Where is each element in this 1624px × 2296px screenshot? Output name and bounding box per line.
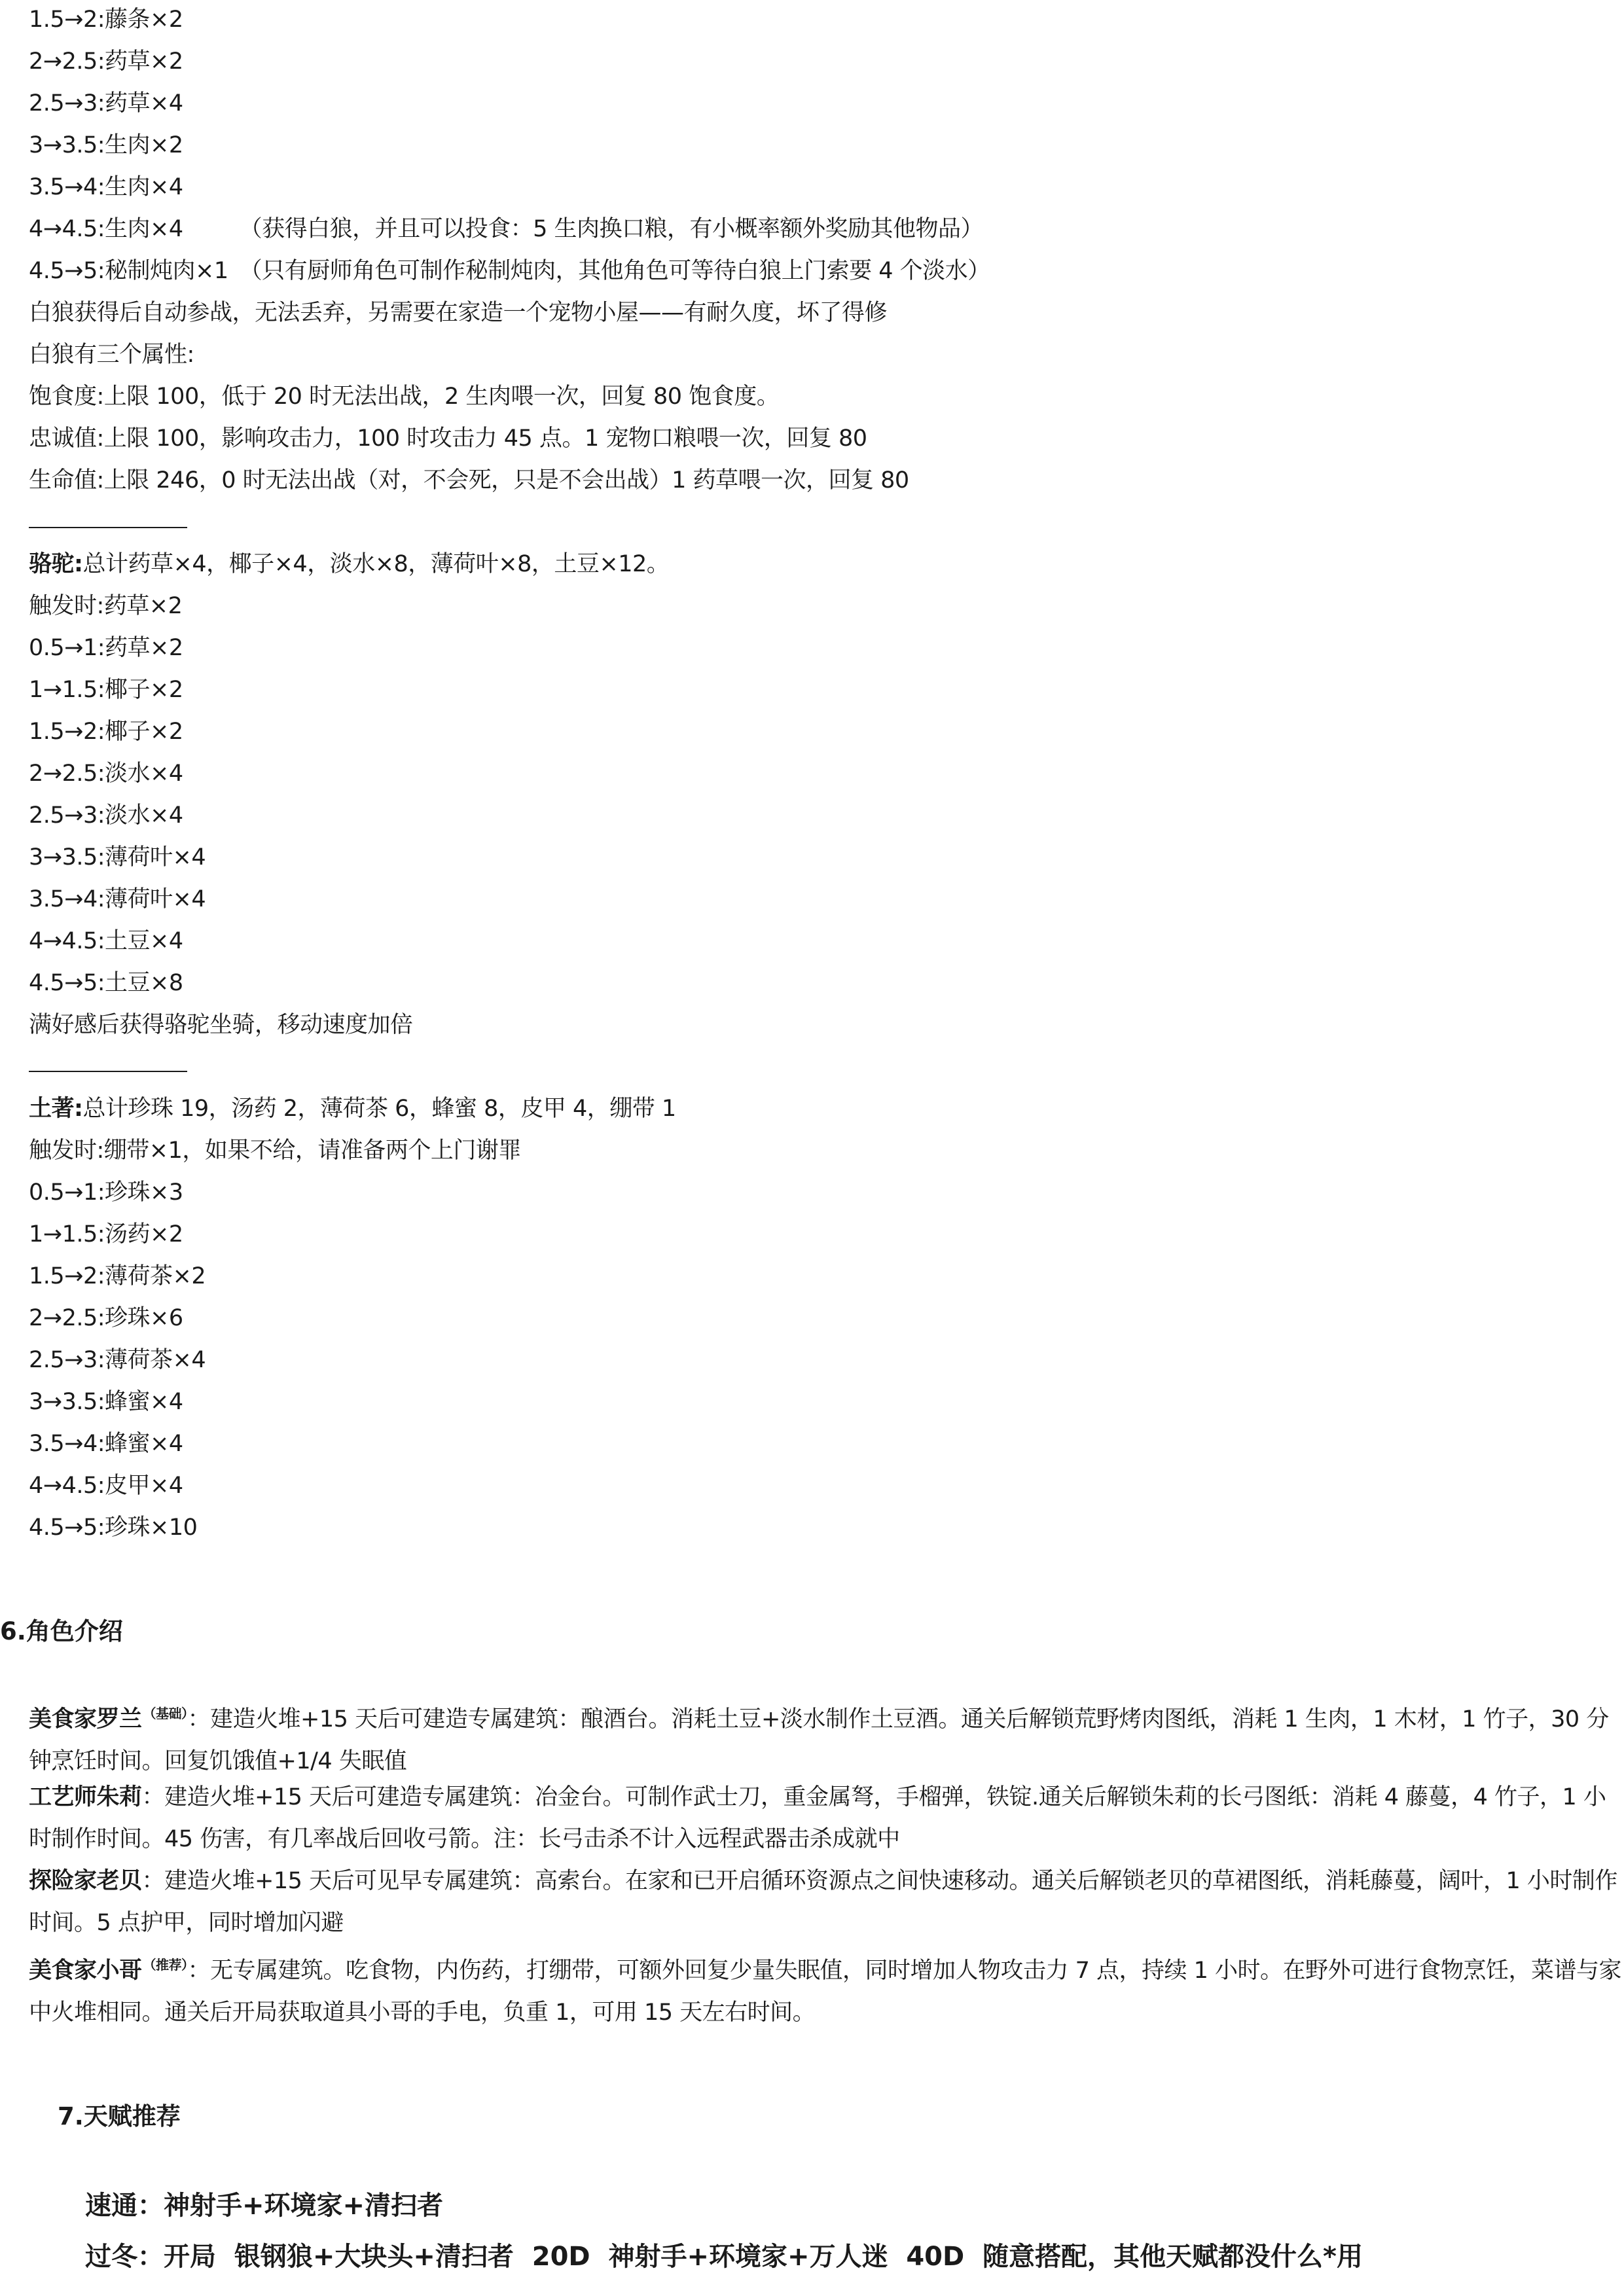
- wolf-line: 4→4.5:生肉×4 （获得白狼，并且可以投食：5 生肉换口粮，有小概率额外奖励其他物品）: [29, 216, 984, 242]
- camel-name: 骆驼:: [29, 551, 83, 577]
- native-line: 2.5→3:薄荷茶×4: [29, 1347, 206, 1373]
- camel-line: 4.5→5:土豆×8: [29, 970, 183, 996]
- talent-winter: 过冬：开局 银钢狼+大块头+清扫者 20D 神射手+环境家+万人迷 40D 随意搭配，其他天赋都没什么*用: [85, 2242, 1363, 2272]
- camel-line: 4→4.5:土豆×4: [29, 928, 183, 954]
- wolf-line: 4.5→5:秘制炖肉×1 （只有厨师角色可制作秘制炖肉，其他角色可等待白狼上门索要 4 个淡水）: [29, 258, 990, 284]
- character-roland: [29, 1693, 1624, 1782]
- wolf-line: 忠诚值:上限 100，影响攻击力，100 时攻击力 45 点。1 宠物口粮喂一次，回复 80: [29, 425, 867, 452]
- character-name: 工艺师朱莉: [29, 1784, 142, 1810]
- talent-speedrun: 速通：神射手+环境家+清扫者: [85, 2191, 444, 2221]
- section-6-heading: 6.角色介绍: [0, 1617, 123, 1645]
- camel-summary: 总计药草×4，椰子×4，淡水×8，薄荷叶×8，土豆×12。: [82, 551, 670, 577]
- wolf-line: 2.5→3:药草×4: [29, 90, 183, 117]
- character-tag: （基础）: [143, 1706, 188, 1721]
- character-julie: [29, 1776, 1624, 1860]
- camel-line: 1→1.5:椰子×2: [29, 677, 183, 703]
- character-desc: ：无专属建筑。吃食物，内伤药，打绷带，可额外回复少量失眠值，同时增加人物攻击力 7 点，持续 1 小时。在野外可进行食物烹饪，菜谱与家中火堆相同。通关后开局获取道具小哥的手电，负重 1，可用 15 天左右时间。: [29, 1958, 1622, 2026]
- character-bei: [29, 1860, 1624, 1944]
- camel-line: 3→3.5:薄荷叶×4: [29, 844, 206, 870]
- character-tag: （推荐）: [143, 1957, 188, 1973]
- camel-summary-line: [29, 550, 669, 579]
- native-line: 3→3.5:蜂蜜×4: [29, 1389, 183, 1415]
- wolf-line: 饱食度:上限 100，低于 20 时无法出战，2 生肉喂一次，回复 80 饱食度。: [29, 384, 780, 410]
- camel-line: 1.5→2:椰子×2: [29, 719, 183, 745]
- character-name: 美食家罗兰: [29, 1706, 142, 1732]
- native-line: 1.5→2:薄荷茶×2: [29, 1263, 206, 1289]
- native-line: 0.5→1:珍珠×3: [29, 1179, 183, 1206]
- section-divider: [29, 527, 187, 528]
- native-line: 4→4.5:皮甲×4: [29, 1473, 183, 1499]
- wolf-line: 白狼获得后自动参战，无法丢弃，另需要在家造一个宠物小屋——有耐久度，坏了得修: [29, 300, 888, 326]
- native-summary-line: [29, 1094, 676, 1123]
- native-line: 2→2.5:珍珠×6: [29, 1305, 183, 1331]
- native-summary: 总计珍珠 19，汤药 2，薄荷茶 6，蜂蜜 8，皮甲 4，绷带 1: [82, 1096, 676, 1122]
- native-line: 触发时:绷带×1，如果不给，请准备两个上门谢罪: [29, 1138, 521, 1164]
- camel-line: 3.5→4:薄荷叶×4: [29, 886, 206, 912]
- native-line: 4.5→5:珍珠×10: [29, 1515, 198, 1541]
- character-desc: ：建造火堆+15 天后可建造专属建筑：酿酒台。消耗土豆+淡水制作土豆酒。通关后解锁荒野烤肉图纸，消耗 1 生肉，1 木材，1 竹子，30 分钟烹饪时间。回复饥饿值+1/4 失眠值: [29, 1706, 1609, 1774]
- wolf-line: 2→2.5:药草×2: [29, 48, 183, 75]
- character-name: 探险家老贝: [29, 1868, 142, 1894]
- section-7-heading: 7.天赋推荐: [58, 2102, 181, 2130]
- camel-line: 2→2.5:淡水×4: [29, 761, 183, 787]
- camel-line: 0.5→1:药草×2: [29, 635, 183, 661]
- camel-line: 满好感后获得骆驼坐骑，移动速度加倍: [29, 1012, 413, 1038]
- character-desc: ：建造火堆+15 天后可建造专属建筑：冶金台。可制作武士刀，重金属弩，手榴弹，铁锭.通关后解锁朱莉的长弓图纸：消耗 4 藤蔓，4 竹子，1 小时制作时间。45 伤害，有几率战后回收弓箭。注：长弓击杀不计入远程武器击杀成就中: [29, 1784, 1606, 1852]
- section-divider: [29, 1071, 187, 1072]
- native-name: 土著:: [29, 1096, 83, 1122]
- camel-line: 2.5→3:淡水×4: [29, 802, 183, 829]
- wolf-line: 3.5→4:生肉×4: [29, 174, 183, 200]
- camel-line: 触发时:药草×2: [29, 593, 183, 619]
- character-desc: ：建造火堆+15 天后可见早专属建筑：高索台。在家和已开启循环资源点之间快速移动。通关后解锁老贝的草裙图纸，消耗藤蔓，阔叶，1 小时制作时间。5 点护甲，同时增加闪避: [29, 1868, 1617, 1936]
- native-line: 1→1.5:汤药×2: [29, 1221, 183, 1247]
- native-line: 3.5→4:蜂蜜×4: [29, 1431, 183, 1457]
- wolf-line: 白狼有三个属性:: [29, 342, 194, 368]
- wolf-line: 1.5→2:藤条×2: [29, 7, 183, 33]
- character-name: 美食家小哥: [29, 1958, 142, 1984]
- wolf-line: 3→3.5:生肉×2: [29, 132, 183, 158]
- wolf-line: 生命值:上限 246，0 时无法出战（对，不会死，只是不会出战）1 药草喂一次，回复 80: [29, 467, 909, 493]
- character-xiaoge: [29, 1944, 1624, 2034]
